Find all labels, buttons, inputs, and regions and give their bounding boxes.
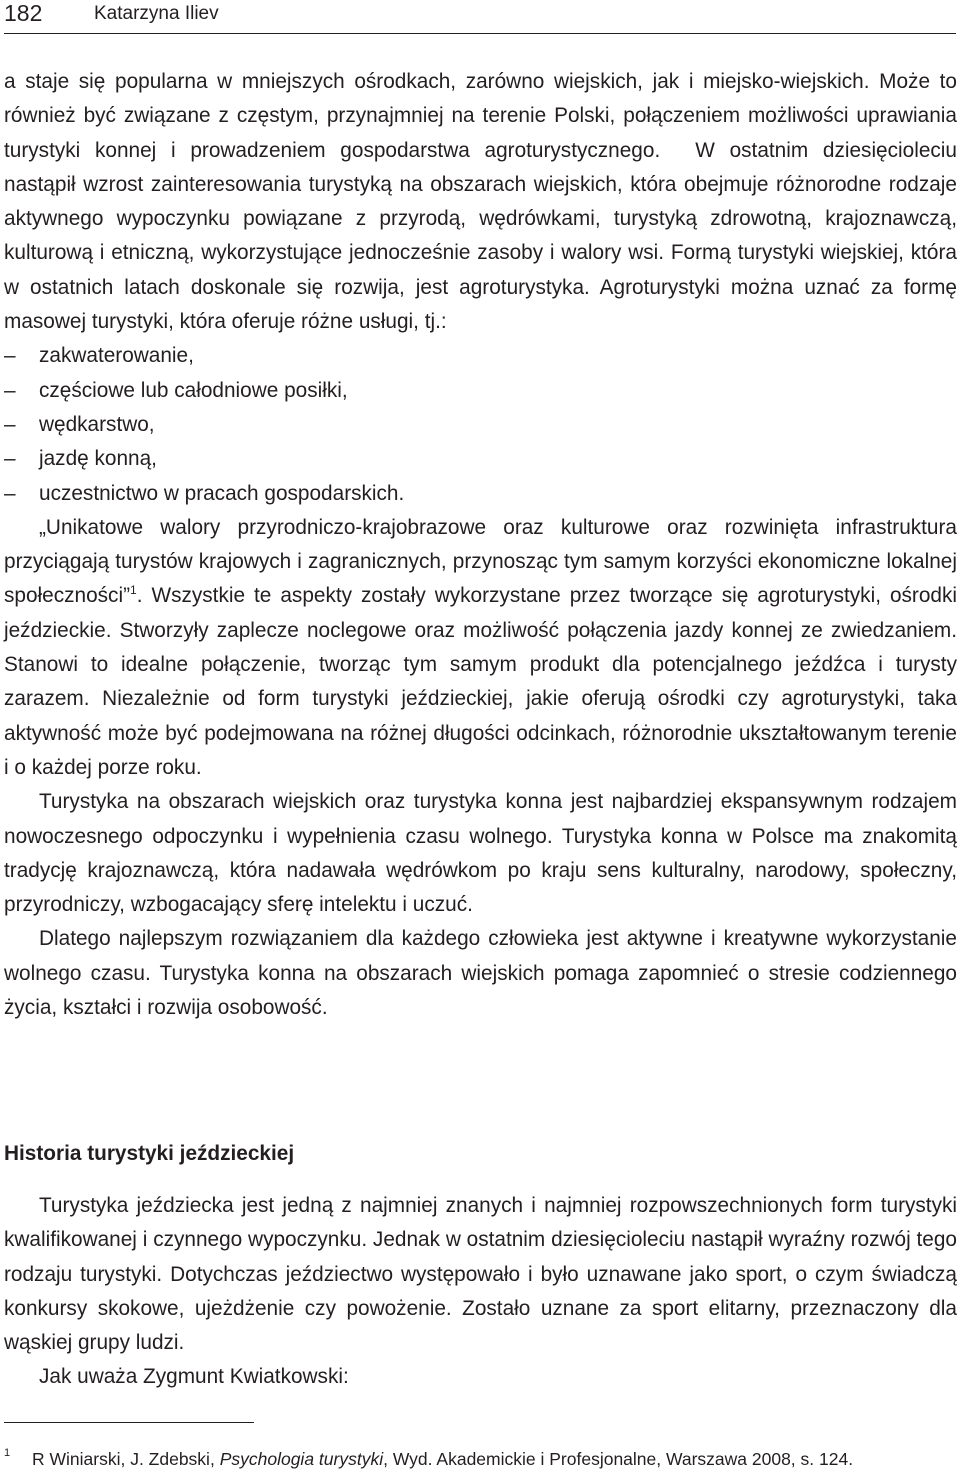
page-number: 182 xyxy=(4,0,43,26)
list-dash: – xyxy=(4,378,16,402)
section-text xyxy=(4,1189,957,1395)
section-heading: Historia turystyki jeździeckiej xyxy=(4,1142,295,1165)
section-paragraph-2: Jak uważa Zygmunt Kwiatkowski: xyxy=(39,1365,349,1389)
paragraph-3: Turystyka na obszarach wiejskich oraz turystyka konna jest najbardziej ekspansywnym rodzajem nowoczesnego odpoczynku i wypełnienia czasu wolnego. Turystyka konna w Polsce ma znakomitą tradycję krajoznawczą, która nadawała wędrówkom po kraju sens kulturalny, narodowy, społeczny, przyrodniczy, wzbogacający sferę intelektu i uczuć. xyxy=(4,790,957,917)
section-paragraph-1: Turystyka jeździecka jest jedną z najmniej znanych i najmniej rozpowszechnionych form turystyki kwalifikowanej i czynnego wypoczynku. Jednak w ostatnim dziesięcioleciu nastąpił wyraźny rozwój tego rodzaju turystyki. Dotychczas jeździectwo występowało i było uznawane jako sport, o czym świadczą konkursy skokowe, ujeżdżenie czy powożenie. Zostało uznane za sport elitarny, przeznaczony dla wąskiej grupy ludzi. xyxy=(4,1194,957,1355)
list-dash: – xyxy=(4,481,16,505)
list-dash: – xyxy=(4,412,16,436)
paragraph-1-start: a staje się popularna w mniejszych ośrodkach, zarówno wiejskich, jak i miejsko-wiejskich. Może to również być związane z częstym, przynajmniej na terenie Polski, połączeniem możliwości uprawiania turystyki konnej i prowadzeniem gospodarstwa agroturystycznego. xyxy=(4,70,957,162)
header-rule xyxy=(4,33,956,34)
main-text xyxy=(4,65,957,1025)
list-dash: – xyxy=(4,344,16,368)
list-dash: – xyxy=(4,447,16,471)
footnote-reference[interactable]: 1 xyxy=(130,583,137,598)
footnote-book-title: Psychologia turystyki xyxy=(219,1449,384,1469)
paragraph-1-continuation: W ostatnim dziesięcioleciu nastąpił wzrost zainteresowania turystyką na obszarach wiejskich, która obejmuje różnorodne rodzaje aktywnego wypoczynku powiązane z przyrodą, wędrówkami, turystyką zdrowotną, krajoznawczą, kulturową i etniczną, wykorzystujące jednocześnie zasoby i walory wsi. Formą turystyki wiejskiej, która w ostatnich latach doskonale się rozwija, jest agroturystyka. Agroturystyki można uznać za formę masowej turystyki, która oferuje różne usługi, tj.: xyxy=(4,138,957,334)
services-list xyxy=(4,339,957,510)
paragraph-2: „Unikatowe walory przyrodniczo-krajobrazowe oraz kulturowe oraz rozwinięta infrastruktura przyciągają turystów krajowych i zagranicznych, przynosząc tym samym korzyści ekonomiczne lokalnej społeczności”$^1$. Wszystkie te aspekty zostały wykorzystane przez tworzące się agroturystyki, ośrodki jeździeckie. Stworzyły zaplecze noclegowe oraz możliwość połączenia jazdy konnej ze zwiedzaniem. Stanowi to idealne połączenie, tworząc tym samym produkt dla potencjalnego jeźdźca i turysty zarazem. Niezależnie od form turystyki jeździeckiej, jakie oferują ośrodki czy agroturystyki, taka aktywność może być podejmowana na różnej długości odcinkach, różnorodnie ukształtowanym terenie i o każdej porze roku. xyxy=(4,515,957,779)
list-item: – wędkarstwo, xyxy=(4,408,957,442)
list-item: – częściowe lub całodniowe posiłki, xyxy=(4,374,957,408)
list-item: – jazdę konną, xyxy=(4,442,957,476)
paragraph-1 xyxy=(4,65,957,339)
paragraph-4: Dlatego najlepszym rozwiązaniem dla każdego człowieka jest aktywne i kreatywne wykorzystanie wolnego czasu. Turystyka konna na obszarach wiejskich pomaga zapomnieć o stresie codziennego życia, kształci i rozwija osobowość. xyxy=(4,927,957,1020)
page-header xyxy=(4,0,956,34)
running-head-author: Katarzyna Iliev xyxy=(94,3,219,24)
footnote-number: 1 xyxy=(4,1447,11,1459)
footnote-text: R Winiarski, J. Zdebski, Psychologia turystyki, Wyd. Akademickie i Profesjonalne, Warszawa 2008, s. 124. xyxy=(32,1449,854,1469)
list-item: – zakwaterowanie, xyxy=(4,339,957,373)
footnote-rule xyxy=(4,1422,254,1423)
list-item: – uczestnictwo w pracach gospodarskich. xyxy=(4,477,957,511)
